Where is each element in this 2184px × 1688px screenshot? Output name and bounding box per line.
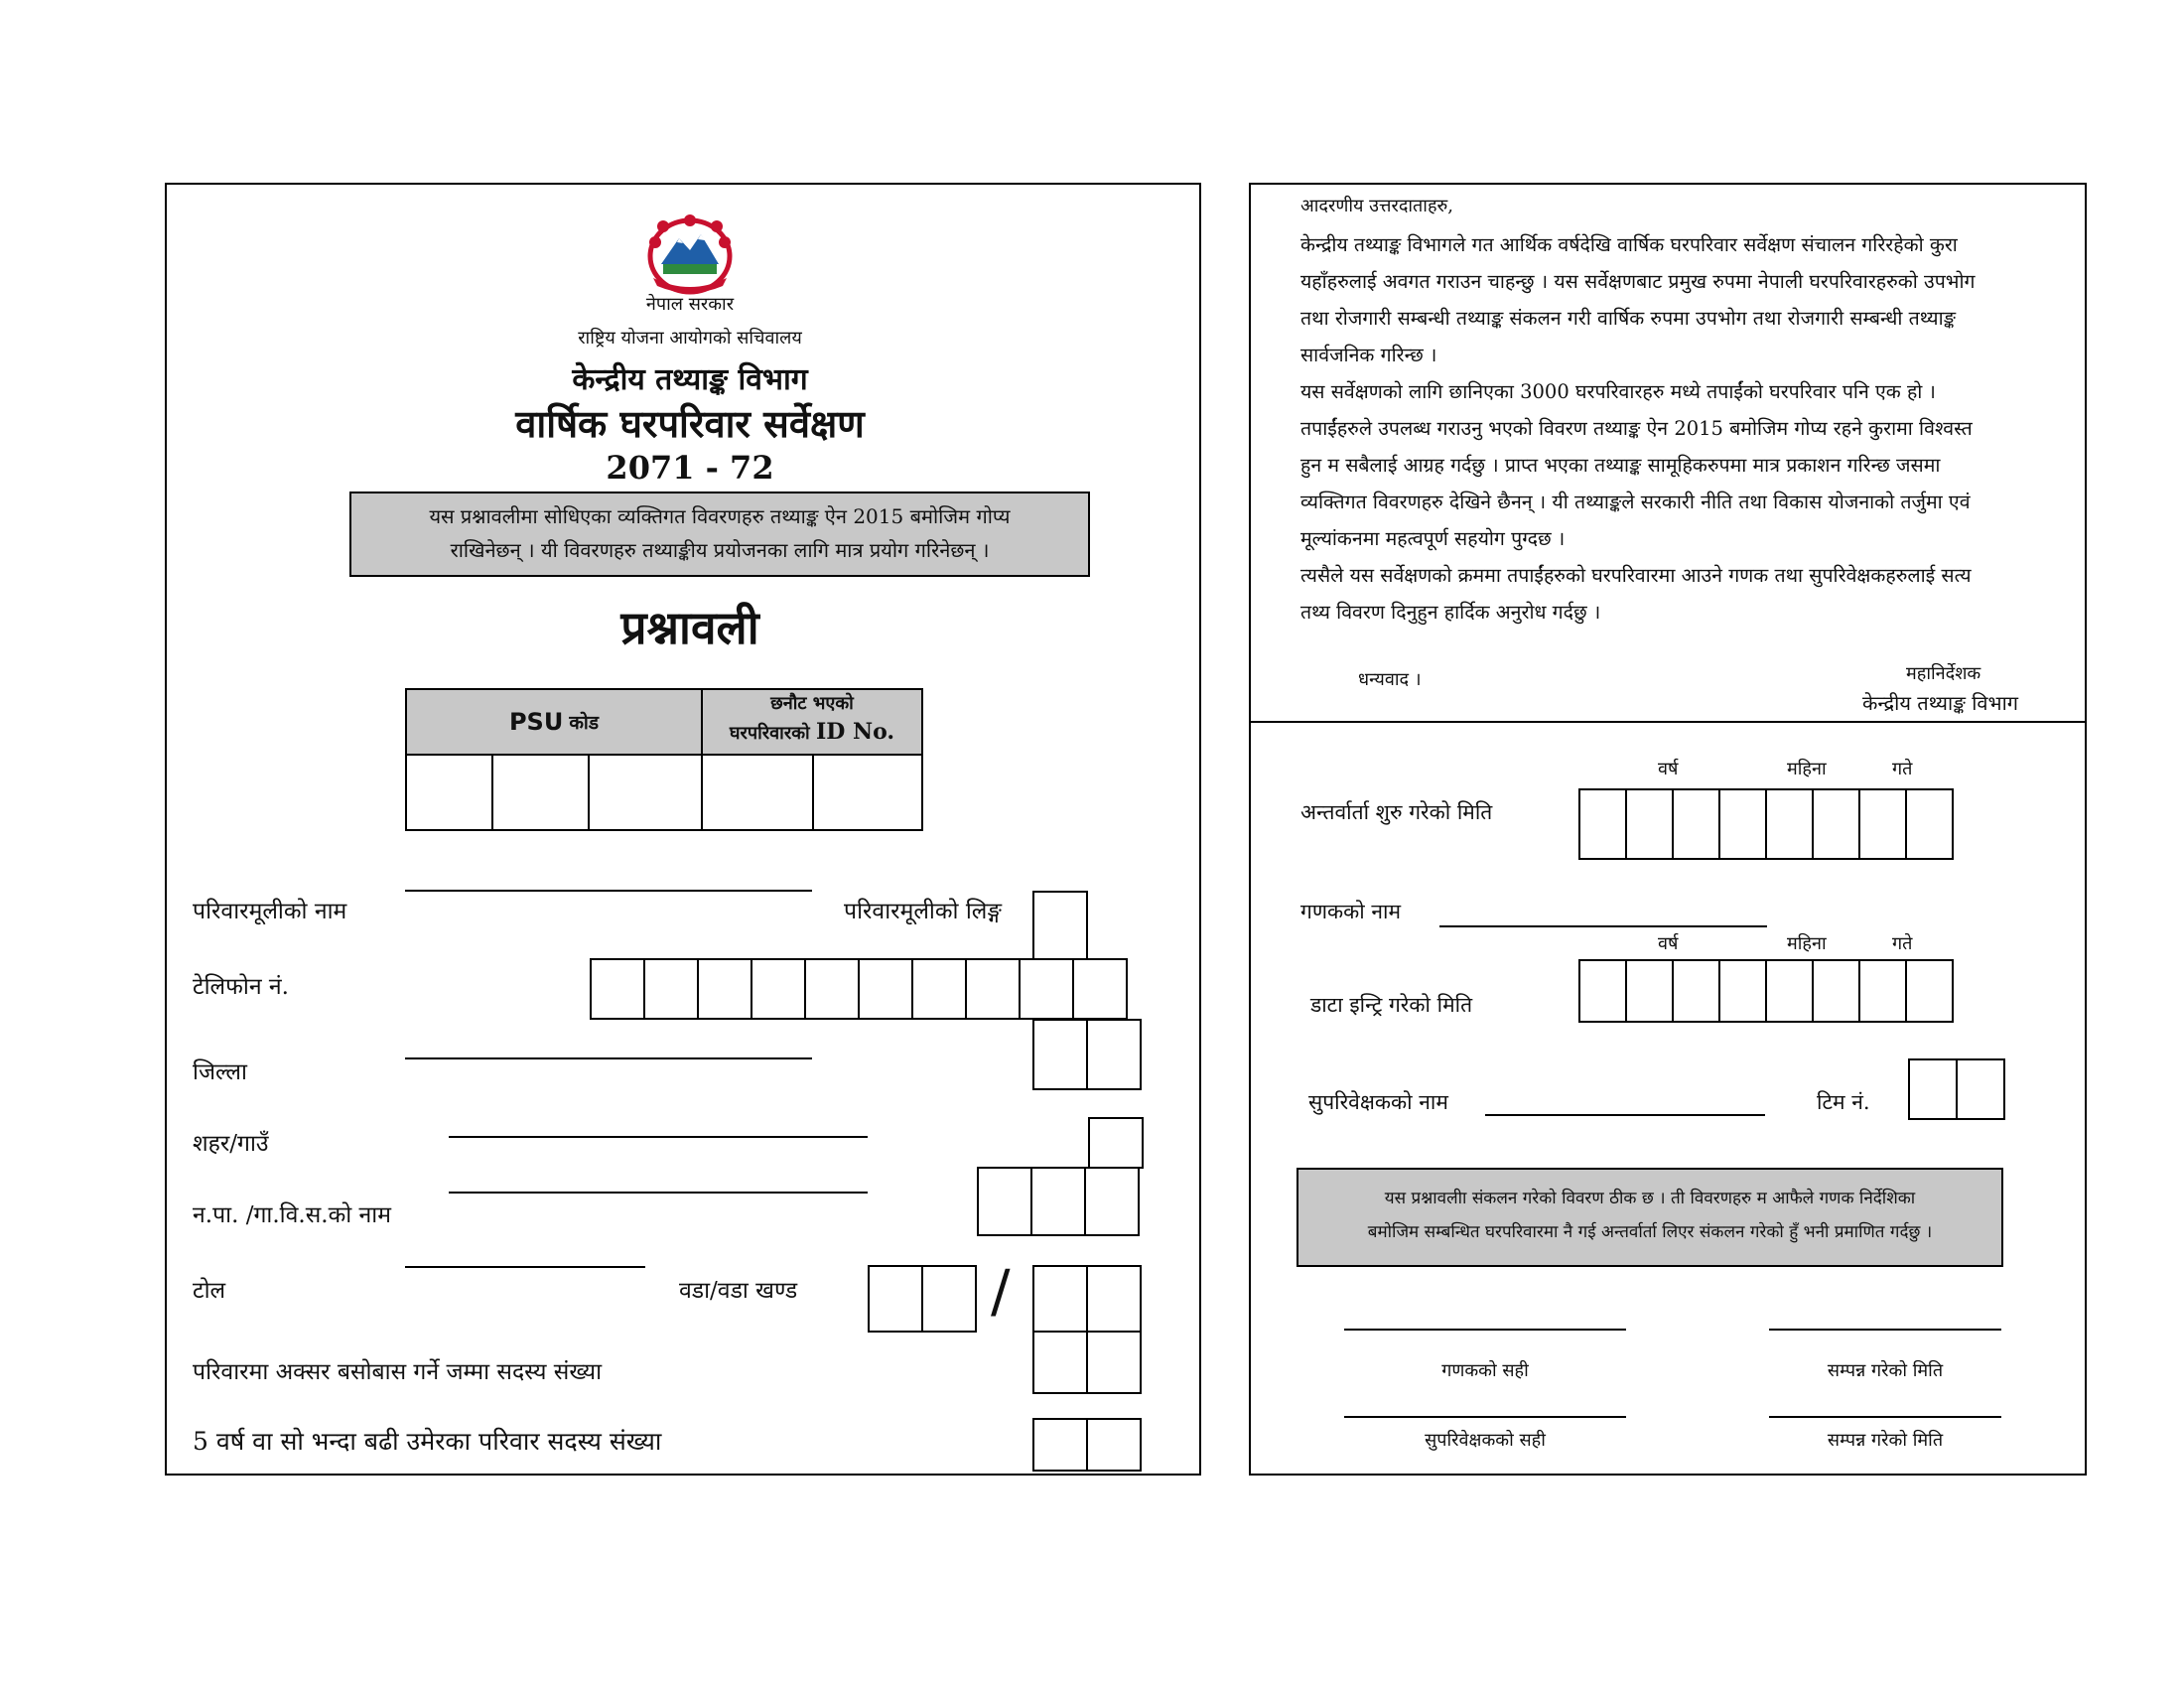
letter-line: तथा रोजगारी सम्बन्धी तथ्याङ्क संकलन गरी वार्षिक रुपमा उपभोग तथा रोजगारी सम्बन्धी तथ्याङ्क [1300, 307, 1956, 330]
letter-body [1300, 187, 2055, 631]
certification-line-2: बमोजिम सम्बन्धित घरपरिवारमा नै गई अन्तर्वार्ता लिएर संकलन गरेको हुँ भनी प्रमाणित गर्दछु । [1367, 1222, 1933, 1242]
team-no-label: टिम नं. [1817, 1090, 1870, 1114]
psu-header [407, 690, 703, 754]
enumerator-signature-label: गणकको सही [1441, 1360, 1529, 1381]
letter-salutation: आदरणीय उत्तरदाताहरु, [1300, 196, 1454, 216]
gov-name: नेपाल सरकार [645, 294, 735, 315]
district-label: जिल्ला [193, 1059, 247, 1085]
confidentiality-note [349, 492, 1090, 577]
district-code-boxes[interactable] [1032, 1019, 1142, 1090]
month-header-1: महिना [1787, 759, 1827, 779]
panel-divider [1249, 721, 2087, 723]
letter-line: सार्वजनिक गरिन्छ । [1300, 344, 1437, 366]
supervisor-signature-line[interactable] [1344, 1416, 1626, 1418]
letter-thanks: धन्यवाद । [1358, 669, 1422, 690]
year-header-1: वर्ष [1658, 759, 1679, 779]
telephone-boxes[interactable] [590, 958, 1128, 1020]
signatory-title: महानिर्देशक [1906, 663, 1981, 684]
letter-line: तथ्य विवरण दिनुहुन हार्दिक अनुरोध गर्दछु । [1300, 601, 1601, 624]
supervisor-name-label: सुपरिवेक्षकको नाम [1308, 1090, 1448, 1114]
completion-date-label-2: सम्पन्न गरेको मिति [1827, 1430, 1944, 1451]
secretariat-name: राष्ट्रिय योजना आयोगको सचिवालय [578, 328, 802, 349]
head-gender-label: परिवारमूलीको लिङ्ग [844, 899, 1002, 924]
head-gender-box[interactable] [1032, 891, 1088, 960]
municipality-code-boxes[interactable] [977, 1167, 1140, 1236]
head-name-label: परिवारमूलीको नाम [193, 899, 347, 924]
letter-line: व्यक्तिगत विवरणहरु देखिने छैनन् । यी तथ्याङ्कले सरकारी नीति तथा विकास योजनाको तर्जुमा एवं [1300, 491, 1971, 513]
psu-code-label: कोड [569, 712, 600, 734]
letter-line: हुन म सबैलाई आग्रह गर्दछु । प्राप्त भएका तथ्याङ्क सामूहिकरुपमा मात्र प्रकाशन गरिन्छ जसमा [1300, 454, 1941, 477]
supervisor-signature-label: सुपरिवेक्षकको सही [1425, 1430, 1546, 1451]
letter-line: त्यसैले यस सर्वेक्षणको क्रममा तपाईंहरुको घरपरिवारमा आउने गणक तथा सुपरिवेक्षकहरुलाई सत्य [1300, 564, 1972, 587]
certification-line-1: यस प्रश्नावलीा संकलन गरेको विवरण ठीक छ । ती विवरणहरु म आफैले गणक निर्देशिका [1384, 1189, 1916, 1208]
confidentiality-line-2: राखिनेछन् । यी विवरणहरु तथ्याङ्कीय प्रयोजनका लागि मात्र प्रयोग गरिनेछन् । [450, 538, 990, 562]
id-label-line-2: घरपरिवारको [729, 723, 810, 744]
municipality-label: न.पा. /गा.वि.स.को नाम [193, 1202, 392, 1228]
data-entry-date-boxes[interactable] [1578, 959, 1954, 1023]
enumerator-signature-line[interactable] [1344, 1329, 1626, 1331]
day-header-2: गते [1892, 933, 1913, 954]
letter-line: यस सर्वेक्षणको लागि छानिएका 3000 घरपरिवारहरु मध्ये तपाईंको घरपरिवार पनि एक हो । [1300, 380, 1936, 403]
letter-line: तपाईंहरुले उपलब्ध गराउनु भएको विवरण तथ्याङ्क ऐन 2015 बमोजिम गोप्य रहने कुरामा विश्वस्त [1300, 417, 1973, 440]
id-label-en: ID No. [815, 719, 895, 745]
completion-date-line-1[interactable] [1769, 1329, 2001, 1331]
supervisor-name-field[interactable] [1485, 1114, 1765, 1116]
city-village-box[interactable] [1088, 1117, 1144, 1169]
signatory-org: केन्द्रीय तथ्याङ्क विभाग [1862, 691, 2019, 715]
completion-date-line-2[interactable] [1769, 1416, 2001, 1418]
interview-start-label: अन्तर्वार्ता शुरु गरेको मिति [1300, 800, 1493, 824]
district-field[interactable] [405, 1057, 812, 1059]
month-header-2: महिना [1787, 933, 1827, 954]
team-no-boxes[interactable] [1908, 1058, 2005, 1120]
interview-start-date-boxes[interactable] [1578, 788, 1954, 860]
tole-field[interactable] [405, 1266, 645, 1268]
members-total-label: परिवारमा अक्सर बसोबास गर्ने जम्मा सदस्य संख्या [193, 1359, 603, 1385]
data-entry-date-label: डाटा इन्ट्रि गरेको मिति [1310, 993, 1473, 1017]
ward-separator: / [991, 1257, 1011, 1325]
members-total-boxes[interactable] [1032, 1331, 1142, 1394]
ward-section-boxes[interactable] [1032, 1265, 1142, 1333]
ward-label: वडा/वडा खण्ड [679, 1278, 798, 1304]
tole-label: टोल [193, 1278, 226, 1304]
completion-date-label-1: सम्पन्न गरेको मिति [1827, 1360, 1944, 1381]
municipality-field[interactable] [449, 1192, 868, 1194]
household-id-input[interactable] [703, 756, 921, 829]
ward-boxes[interactable] [868, 1265, 977, 1333]
form-title: प्रश्नावली [620, 601, 759, 654]
year-header-2: वर्ष [1658, 933, 1679, 954]
certification-note [1297, 1168, 2003, 1267]
day-header-1: गते [1892, 759, 1913, 779]
id-label-line-1: छनौट भएको [770, 693, 854, 714]
psu-code-input[interactable] [407, 756, 701, 829]
letter-line: यहाँहरुलाई अवगत गराउन चाहन्छु । यस सर्वेक्षणबाट प्रमुख रुपमा नेपाली घरपरिवारहरुको उपभोग [1300, 270, 1976, 293]
psu-label: PSU [508, 708, 564, 736]
letter-line: मूल्यांकनमा महत्वपूर्ण सहयोग पुग्दछ । [1300, 527, 1566, 550]
city-village-field[interactable] [449, 1136, 868, 1138]
department-name: केन्द्रीय तथ्याङ्क विभाग [572, 362, 808, 397]
letter-line: केन्द्रीय तथ्याङ्क विभागले गत आर्थिक वर्षदेखि वार्षिक घरपरिवार सर्वेक्षण संचालन गरिरहेको कुरा [1300, 233, 1958, 256]
enumerator-name-label: गणकको नाम [1300, 900, 1402, 923]
confidentiality-line-1: यस प्रश्नावलीमा सोधिएका व्यक्तिगत विवरणहरु तथ्याङ्क ऐन 2015 बमोजिम गोप्य [429, 504, 1011, 528]
survey-title: वार्षिक घरपरिवार सर्वेक्षण [515, 401, 865, 446]
survey-year: 2071 - 72 [606, 449, 774, 487]
enumerator-name-field[interactable] [1439, 925, 1767, 927]
telephone-label: टेलिफोन नं. [193, 974, 289, 1000]
nepal-emblem-icon [643, 212, 737, 296]
members-5plus-label: 5 वर्ष वा सो भन्दा बढी उमेरका परिवार सदस्य संख्या [193, 1427, 662, 1456]
members-5plus-boxes[interactable] [1032, 1418, 1142, 1472]
head-name-field[interactable] [405, 890, 812, 892]
city-village-label: शहर/गाउँ [193, 1131, 269, 1157]
id-header [703, 690, 921, 754]
